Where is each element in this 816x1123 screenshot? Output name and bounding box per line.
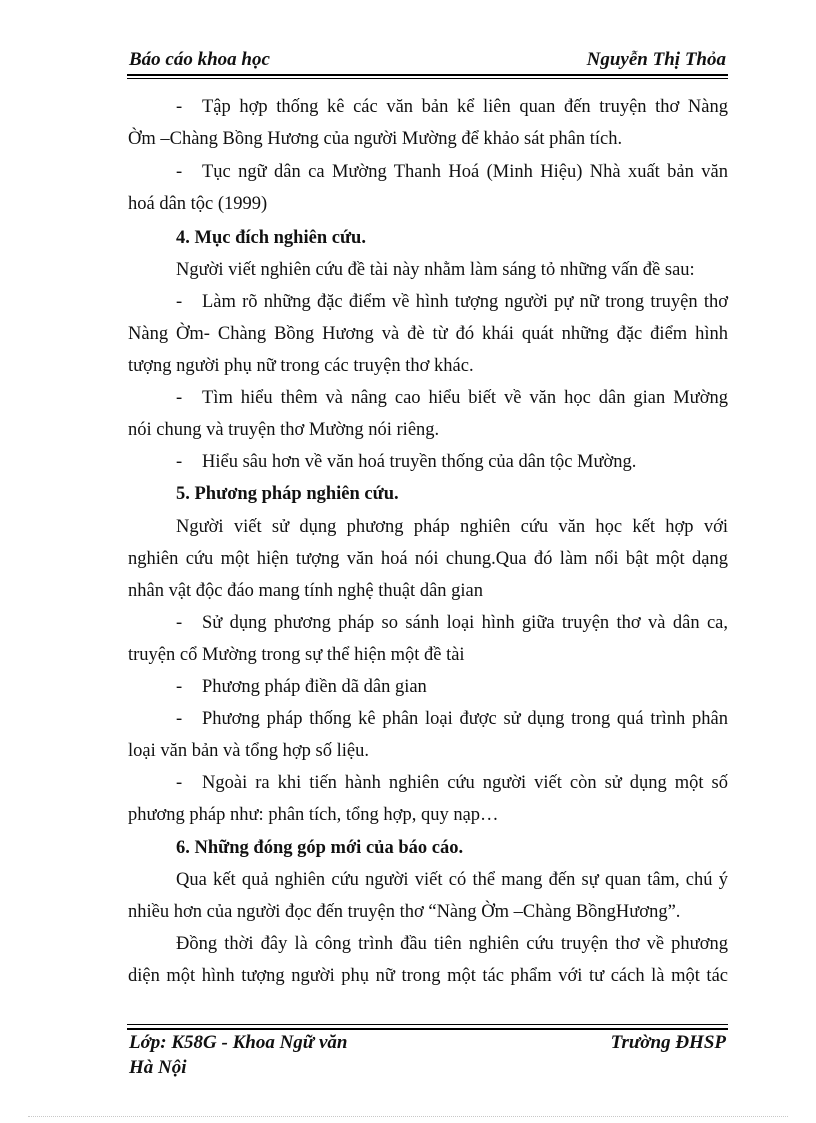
body-line: tượng người phụ nữ trong các truyện thơ khác. [128, 356, 474, 376]
body-line: Người viết nghiên cứu đề tài này nhằm làm sáng tỏ những vấn đề sau: [176, 260, 695, 280]
body-line: - Hiểu sâu hơn về văn hoá truyền thống của dân tộc Mường. [176, 452, 637, 472]
body-line: nghiên cứu một hiện tượng văn hoá nói chung.Qua đó làm nổi bật một dạng [128, 549, 728, 569]
body-line: Đồng thời đây là công trình đầu tiên nghiên cứu truyện thơ về phương [176, 934, 728, 954]
body-line: nhiều hơn của người đọc đến truyện thơ “Nàng Ờm –Chàng BồngHương”. [128, 902, 681, 922]
body-line: - Làm rõ những đặc điểm về hình tượng người pự nữ trong truyện thơ [176, 292, 728, 312]
body-line: Ờm –Chàng Bồng Hương của người Mường để khảo sát phân tích. [128, 129, 623, 149]
section-heading-6: 6. Những đóng góp mới của báo cáo. [176, 838, 464, 858]
footer-school: Trường ĐHSP [610, 1032, 726, 1053]
body-line: phương pháp như: phân tích, tổng hợp, quy nạp… [128, 805, 499, 825]
body-line: nói chung và truyện thơ Mường nói riêng. [128, 420, 440, 440]
section-heading-5: 5. Phương pháp nghiên cứu. [176, 484, 399, 504]
page-boundary [28, 1116, 788, 1117]
header-author: Nguyễn Thị Thỏa [586, 49, 726, 70]
body-line: loại văn bản và tổng hợp số liệu. [128, 741, 369, 761]
footer-class-line1: Lớp: K58G - Khoa Ngữ văn [129, 1032, 348, 1053]
body-line: - Tìm hiểu thêm và nâng cao hiểu biết về văn học dân gian Mường [176, 388, 728, 408]
footer-class [129, 1030, 347, 1080]
body-line: diện một hình tượng người phụ nữ trong một tác phẩm với tư cách là một tác [128, 966, 728, 986]
body-line: Nàng Ờm- Chàng Bồng Hương và đè từ đó khái quát những đặc điểm hình [128, 324, 728, 344]
body-line: hoá dân tộc (1999) [128, 194, 268, 214]
body-line: Người viết sử dụng phương pháp nghiên cứu văn học kết hợp với [176, 517, 728, 537]
body-line: truyện cổ Mường trong sự thể hiện một đề tài [128, 645, 465, 665]
body-line: - Ngoài ra khi tiến hành nghiên cứu người viết còn sử dụng một số [176, 773, 728, 793]
header-rule [127, 74, 728, 76]
body-line: - Tục ngữ dân ca Mường Thanh Hoá (Minh Hiệu) Nhà xuất bản văn [176, 162, 728, 182]
header-rule-thin [127, 78, 728, 79]
body-line: - Tập hợp thống kê các văn bản kể liên quan đến truyện thơ Nàng [176, 97, 728, 117]
body-line: - Phương pháp thống kê phân loại được sử dụng trong quá trình phân [176, 709, 728, 729]
body-line: - Sử dụng phương pháp so sánh loại hình giữa truyện thơ và dân ca, [176, 613, 728, 633]
body-line: nhân vật độc đáo mang tính nghệ thuật dân gian [128, 581, 484, 601]
footer-rule-thin [127, 1024, 728, 1025]
header-title: Báo cáo khoa học [129, 49, 270, 70]
body-line: - Phương pháp điền dã dân gian [176, 677, 427, 697]
section-heading-4: 4. Mục đích nghiên cứu. [176, 228, 366, 248]
body-line: Qua kết quả nghiên cứu người viết có thể mang đến sự quan tâm, chú ý [176, 870, 728, 890]
footer-class-line2: Hà Nội [129, 1057, 187, 1078]
